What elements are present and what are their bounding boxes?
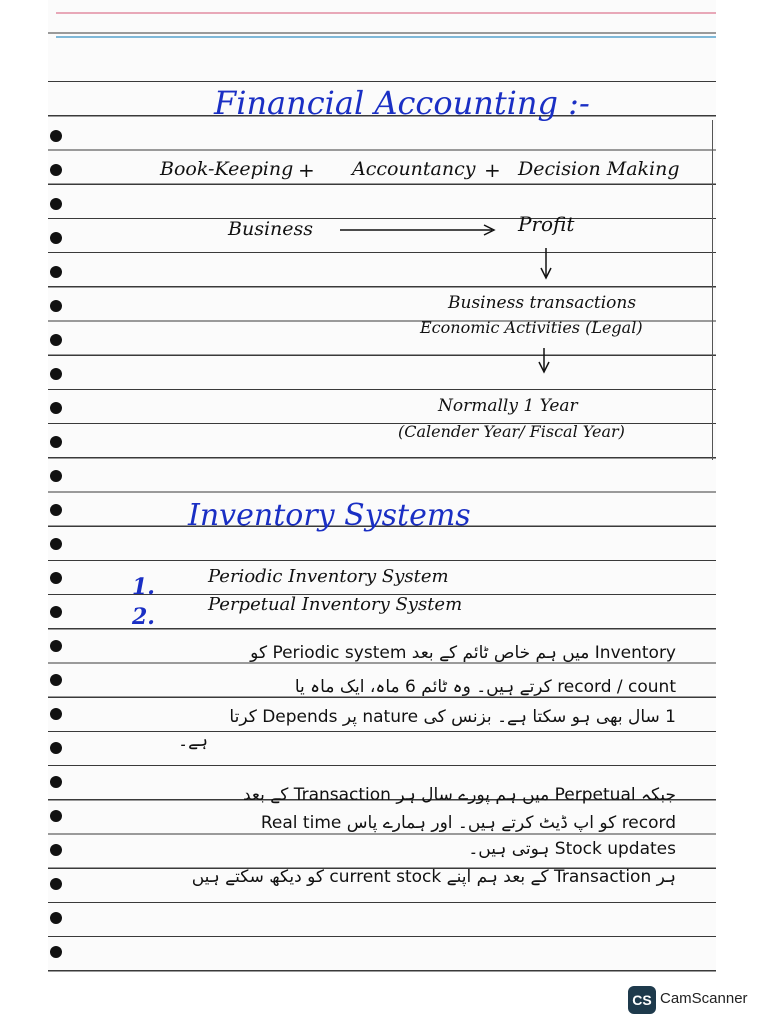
list-item-2-number: 2. — [132, 604, 155, 630]
camscanner-logo-icon: CS — [628, 986, 656, 1014]
list-item-1-text: Periodic Inventory System — [208, 566, 449, 587]
equation-plus-2: + — [484, 158, 501, 182]
para2-line-1: جبکہ Perpetual میں ہم پورے سال ہر Transaction کے بعد — [242, 785, 676, 805]
para1-line-2: record / count کرتے ہیں۔ وہ ٹائم 6 ماہ، ایک ماہ یا — [294, 677, 676, 697]
para1-line-3: 1 سال بھی ہو سکتا ہے۔ بزنس کی nature پر Depends کرتا — [229, 707, 676, 727]
equation-term-decision-making: Decision Making — [518, 158, 680, 180]
equation-plus-1: + — [298, 158, 315, 182]
para2-line-3: Stock updates ہوتی ہیں۔ — [468, 839, 676, 859]
para1-line-4: ہے۔ — [178, 731, 208, 751]
equation-term-accountancy: Accountancy — [352, 158, 476, 180]
para2-line-2: record کو اپ ڈیٹ کرتے ہیں۔ اور ہمارے پاس Real time — [260, 813, 676, 833]
page-title: Financial Accounting :- — [214, 84, 590, 122]
para2-line-4: ہر Transaction کے بعد ہم اپنے current stock کو دیکھ سکتے ہیں — [191, 867, 676, 887]
list-item-1-number: 1. — [132, 574, 155, 600]
flow-business-transactions: Business transactions — [448, 293, 637, 313]
list-item-2-text: Perpetual Inventory System — [208, 594, 463, 615]
para1-line-1: Inventory میں ہم خاص ٹائم کے بعد Periodic system کو — [250, 643, 676, 663]
flow-calendar-fiscal-year: (Calender Year/ Fiscal Year) — [398, 422, 625, 441]
flow-normally-1-year: Normally 1 Year — [438, 396, 578, 416]
flow-profit: Profit — [518, 212, 575, 236]
flow-business: Business — [228, 218, 314, 240]
equation-term-bookkeeping: Book-Keeping — [160, 158, 294, 180]
flow-economic-activities: Economic Activities (Legal) — [420, 318, 643, 337]
section-title: Inventory Systems — [188, 498, 471, 533]
camscanner-watermark: CamScanner — [660, 990, 748, 1007]
